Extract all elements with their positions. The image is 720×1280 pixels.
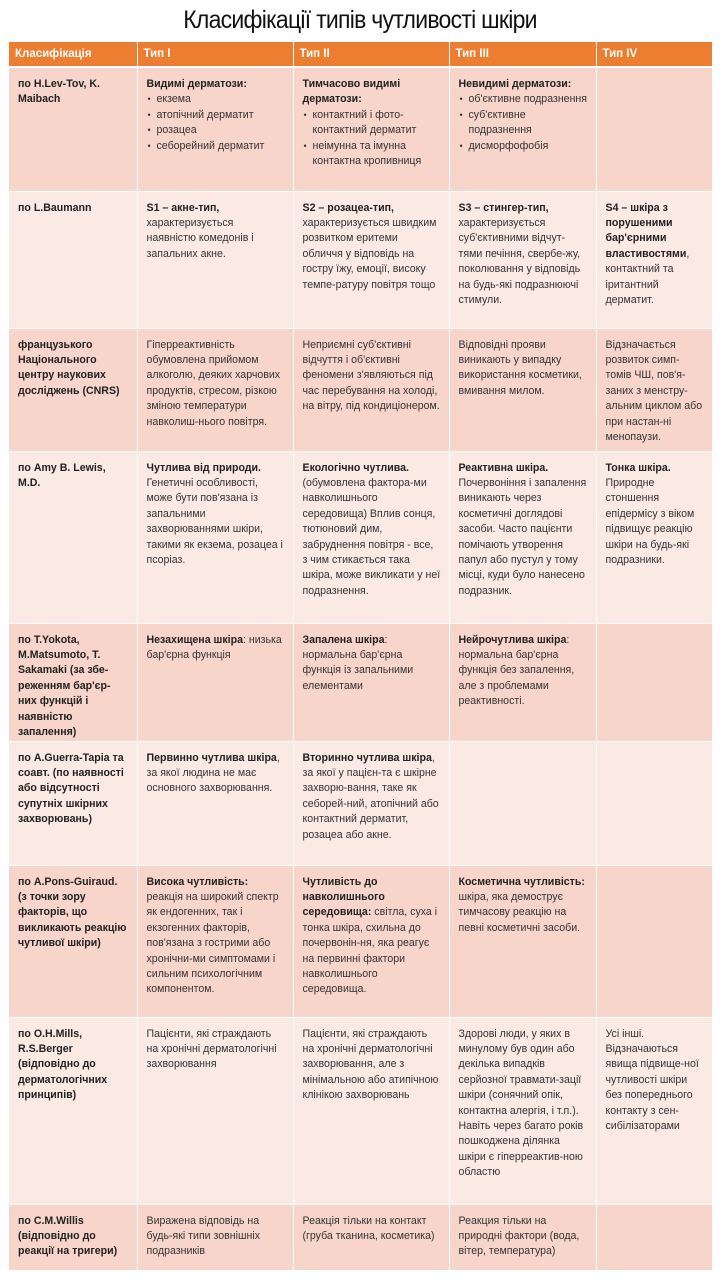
type-2-cell (293, 865, 449, 1017)
bullet-item: • суб'єктивне подразнення (459, 108, 588, 139)
bullet-list (147, 92, 285, 154)
cell-text: Гіперреактивність обумовлена прийомом алкоголю, деяких харчових продуктів, стресом, різкою зміною температури навколиш-нього повітря. (146, 338, 281, 428)
type-1-cell (137, 1017, 293, 1204)
type-4-cell (596, 328, 712, 451)
table-row (9, 328, 712, 451)
type-1-cell (137, 67, 293, 191)
cell-heading: Незахищена шкіра (146, 633, 243, 646)
cell-text: (обумовлена фактора-ми навколишнього середовища) Вплив сонця, тютюновий дим, забруднення повітря - все, з чим стикається така шкіра, може викликати у неї подразнення. (302, 476, 441, 597)
cell-heading: Чутлива від природи. (146, 461, 261, 474)
table-row (9, 451, 712, 623)
type-4-cell (596, 741, 712, 865)
cell-heading: Тонка шкіра. (605, 461, 671, 474)
header-classification: Класифікація (9, 42, 137, 67)
type-3-cell (449, 191, 596, 328)
cell-text: : низька бар'єрна функція (146, 633, 282, 661)
type-2-cell (293, 623, 449, 741)
type-2-cell (293, 1017, 449, 1204)
type-4-cell (596, 67, 712, 191)
header-type-3: Тип III (449, 42, 596, 67)
cell-text: Реакция тільки на природні фактори (вода, вітер, температура) (458, 1214, 580, 1258)
cell-text: Реакція тільки на контакт (груба тканина, косметика) (302, 1214, 435, 1242)
type-2-cell (293, 328, 449, 451)
type-2-cell (293, 67, 449, 191)
type-1-cell (137, 328, 293, 451)
bullet-item: • об'єктивне подразнення (459, 92, 588, 107)
type-1-cell (137, 451, 293, 623)
classification-table (9, 42, 713, 1271)
cell-text: Здорові люди, у яких в минулому був один або декілька випадків серйозної травмати-зації шкіри (сонячний опік, контактна алергія, і т.п.). Навіть через багато років пошкоджена ділянка шкіри є гіперреактив-ною областю (458, 1027, 584, 1179)
table-row (9, 865, 712, 1017)
page-title: Класифікації типів чутливості шкіри (183, 6, 537, 34)
type-2-cell (293, 191, 449, 328)
type-3-cell (449, 67, 596, 191)
cell-text: Пацієнти, які страждають на хронічні дерматологічні захворювання, але з мінімальною або атипічною клінікою захворювань (302, 1027, 439, 1102)
type-3-cell (449, 1204, 596, 1270)
cell-text: Усі інші. Відзначаються явища підвище-ної чутливості шкіри без попереднього контакту з сен-сибілізаторами (605, 1027, 699, 1132)
type-2-cell (293, 1204, 449, 1270)
type-1-cell (137, 623, 293, 741)
cell-text: характеризується швидким розвитком еритеми обличчя у відповідь на гостру їжу, емоції, високу темпе-ратуру повітря тощо (302, 216, 437, 291)
type-2-cell (293, 741, 449, 865)
table-row (9, 1017, 712, 1204)
cell-text: реакція на широкий спектр як ендогенних, так і екзогенних факторів, пов'язана з гострими або хронічни-ми симптомами і сильним психологічним компонентом. (146, 890, 279, 996)
cell-text: Виражена відповідь на будь-які типи зовнішніх подразників (146, 1214, 261, 1258)
cell-text: Природне стоншення епідермісу з віком підвищує реакцію шкіри на будь-які подразники. (605, 476, 695, 566)
cell-text: світла, суха і тонка шкіра, схильна до почервонін-ня, яка реагує на первинні фактори навколишнього середовища. (302, 906, 438, 996)
bullet-list (459, 92, 588, 154)
classification-cell: по A.Guerra-Tapia та соавт. (по наявності або відсутності супутніх шкірних захворювань) (9, 741, 137, 865)
classification-cell: по L.Baumann (9, 191, 137, 328)
table-row (9, 191, 712, 328)
cell-text: шкіра, яка демострує тимчасову реакцію на певні косметичні засоби. (458, 890, 581, 934)
header-type-4: Тип IV (596, 42, 712, 67)
type-1-cell (137, 741, 293, 865)
classification-cell: по T.Yokota, M.Matsumoto, T. Sakamaki (за збе-реженням бар'єр-них функцій і наявністю запалення) (9, 623, 137, 741)
cell-text: , контактний та іритантний дерматит. (605, 247, 690, 306)
table-row (9, 623, 712, 741)
type-4-cell (596, 451, 712, 623)
cell-heading: Невидимі дерматози: (458, 78, 572, 90)
cell-heading: Вторинно чутлива шкіра (302, 751, 432, 764)
cell-heading: Первинно чутлива шкіра (146, 751, 277, 764)
type-3-cell (449, 328, 596, 451)
cell-heading: Нейрочутлива шкіра (458, 633, 567, 646)
cell-heading: S1 – акне-тип, (146, 201, 220, 214)
table-row (9, 741, 712, 865)
bullet-item: • себорейний дерматит (147, 139, 285, 154)
type-3-cell (449, 1017, 596, 1204)
type-4-cell (596, 1017, 712, 1204)
type-2-cell (293, 451, 449, 623)
table-row (9, 1204, 712, 1270)
table-row (9, 67, 712, 191)
classification-cell: французького Національного центру наукових досліджень (CNRS) (9, 328, 137, 451)
cell-text: Пацієнти, які страждають на хронічні дерматологічні захворювання (146, 1027, 277, 1071)
header-type-2: Тип II (293, 42, 449, 67)
classification-cell: по C.M.Willis (відповідно до реакції на тригери) (9, 1204, 137, 1270)
bullet-item: • неімунна та імунна контактна кропивниця (303, 139, 441, 170)
cell-heading: S2 – розацеа-тип, (302, 201, 394, 214)
cell-text: Неприємні суб'єктивні відчуття і об'єктивні феномени з'являються під час перебування на холоді, на вітру, під кондиціонером. (302, 338, 440, 413)
cell-text: характеризується наявністю комедонів і запальних акне. (146, 216, 254, 260)
bullet-list (303, 108, 441, 170)
type-4-cell (596, 1204, 712, 1270)
cell-heading: Тимчасово видимі дерматози: (302, 78, 401, 106)
cell-heading: Косметична чутливість: (458, 875, 585, 888)
cell-heading: Реактивна шкіра. (458, 461, 549, 474)
type-1-cell (137, 1204, 293, 1270)
type-1-cell (137, 191, 293, 328)
bullet-item: • атопічний дерматит (147, 108, 285, 123)
cell-heading: Екологічно чутлива. (302, 461, 409, 474)
cell-text: характеризується суб'єктивними відчут-тями печіння, свербе-жу, поколювання у відповідь на будь-які подразнюючі стимули. (458, 216, 581, 306)
cell-text: Почервоніння і запалення виникають через косметичні доглядові засоби. Часто пацієнти помічають утворення папул або пустул у тому місці, куди було нанесено подразник. (458, 476, 587, 597)
bullet-item: • екзема (147, 92, 285, 107)
type-4-cell (596, 865, 712, 1017)
type-3-cell (449, 865, 596, 1017)
bullet-item: • розацеа (147, 123, 285, 138)
cell-text: Відповідні прояви виникають у випадку використання косметики, вмивання милом. (458, 338, 582, 397)
bullet-item: • контактний і фото-контактний дерматит (303, 108, 441, 139)
cell-text: : нормальна бар'єрна функція із запальними елементами (302, 633, 414, 692)
classification-cell: по Amy B. Lewis, M.D. (9, 451, 137, 623)
type-1-cell (137, 865, 293, 1017)
cell-text: : нормальна бар'єрна функція без запалення, але з проблемами реактивності. (458, 633, 575, 708)
cell-text: Відзначається розвиток симп-томів ЧШ, пов'я-заних з менстру-альним циклом або при настан-ні менопаузи. (605, 338, 703, 443)
type-3-cell (449, 741, 596, 865)
cell-heading: Висока чутливість: (146, 875, 249, 888)
cell-text: Генетичні особливості, може бути пов'язана із запальними захворюваннями шкіри, такими як екзема, розацеа і псоріаз. (146, 476, 283, 566)
type-3-cell (449, 451, 596, 623)
type-4-cell (596, 191, 712, 328)
classification-cell: по O.H.Mills, R.S.Berger (відповідно до дерматологічних принципів) (9, 1017, 137, 1204)
cell-text: , за якої у пацієн-та є шкірне захворю-вання, таке як себорей-ний, атопічний або контактний дерматит, розацеа або акне. (302, 751, 439, 841)
cell-heading: Чутливість до навколишнього середовища: (302, 875, 385, 919)
cell-heading: S3 – стингер-тип, (458, 201, 549, 214)
table-header-row (9, 42, 712, 67)
header-type-1: Тип I (137, 42, 293, 67)
type-4-cell (596, 623, 712, 741)
classification-cell: по A.Pons-Guiraud. (з точки зору факторів, що викликають реакцію чутливої шкіри) (9, 865, 137, 1017)
cell-heading: Видимі дерматози: (146, 78, 247, 90)
classification-cell: по H.Lev-Tov, K. Maibach (9, 67, 137, 191)
cell-text: , за якої людина не має основного захворювання. (146, 751, 280, 795)
cell-heading: S4 – шкіра з порушеними бар'єрними властивостями (605, 201, 687, 260)
bullet-item: • дисморфофобія (459, 139, 588, 154)
cell-heading: Запалена шкіра (302, 633, 385, 646)
type-3-cell (449, 623, 596, 741)
